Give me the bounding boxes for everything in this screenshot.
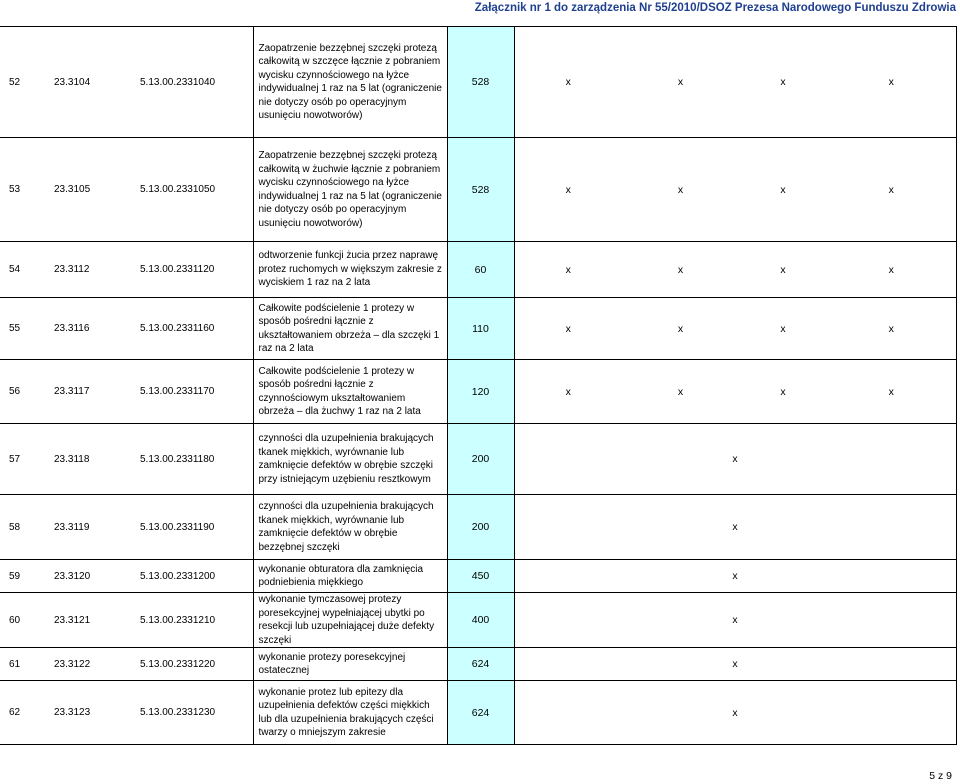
page-number: 5 z 9: [929, 770, 952, 782]
procedure-code: 23.3105: [48, 138, 134, 242]
x-mark: x: [514, 424, 956, 495]
row-number: 60: [0, 593, 48, 648]
x-mark: x: [514, 495, 956, 560]
service-code: 5.13.00.2331230: [134, 681, 253, 745]
x-mark: x: [514, 593, 956, 648]
points-value: 528: [447, 27, 514, 138]
x-mark: x: [622, 298, 739, 360]
procedure-description: odtworzenie funkcji żucia przez naprawę protez ruchomych w większym zakresie z wyciskiem 1 raz na 2 lata: [253, 242, 447, 298]
procedure-description: wykonanie tymczasowej protezy poresekcyjnej wypełniającej ubytki po resekcji lub uzupełniającej duże defekty szczęki: [253, 593, 447, 648]
procedure-description: Zaopatrzenie bezzębnej szczęki protezą całkowitą w żuchwie łącznie z pobraniem wycisku czynnościowego na łyżce indywidualnej 1 raz na 5 lat (ograniczenie nie dotyczy osób po operacyjnym usunięciu nowotworów): [253, 138, 447, 242]
points-value: 60: [447, 242, 514, 298]
row-number: 62: [0, 681, 48, 745]
x-mark: x: [739, 298, 827, 360]
procedure-description: wykonanie protez lub epitezy dla uzupełnienia defektów części miękkich lub dla uzupełnienia brakujących części twarzy o mniejszym zakresie: [253, 681, 447, 745]
x-mark: x: [514, 138, 622, 242]
row-number: 52: [0, 27, 48, 138]
x-mark: x: [514, 560, 956, 593]
service-code: 5.13.00.2331190: [134, 495, 253, 560]
procedure-code: 23.3120: [48, 560, 134, 593]
service-code: 5.13.00.2331050: [134, 138, 253, 242]
procedure-description: czynności dla uzupełnienia brakujących tkanek miękkich, wyrównanie lub zamknięcie defektów w obrębie bezzębnej szczęki: [253, 495, 447, 560]
row-number: 58: [0, 495, 48, 560]
x-mark: x: [514, 27, 622, 138]
x-mark: x: [739, 27, 827, 138]
procedure-code: 23.3117: [48, 360, 134, 424]
table-row: [0, 360, 956, 424]
x-mark: x: [514, 360, 622, 424]
row-number: 53: [0, 138, 48, 242]
row-number: 55: [0, 298, 48, 360]
x-mark: x: [514, 681, 956, 745]
service-code: 5.13.00.2331220: [134, 648, 253, 681]
row-number: 54: [0, 242, 48, 298]
procedure-code: 23.3116: [48, 298, 134, 360]
x-mark: x: [739, 360, 827, 424]
x-mark: x: [622, 27, 739, 138]
row-number: 56: [0, 360, 48, 424]
service-code: 5.13.00.2331120: [134, 242, 253, 298]
points-value: 200: [447, 495, 514, 560]
x-mark: x: [827, 138, 956, 242]
x-mark: x: [827, 360, 956, 424]
service-code: 5.13.00.2331040: [134, 27, 253, 138]
table-row: [0, 424, 956, 495]
table-row: [0, 495, 956, 560]
row-number: 57: [0, 424, 48, 495]
table-row: [0, 27, 956, 138]
x-mark: x: [739, 138, 827, 242]
x-mark: x: [827, 242, 956, 298]
points-value: 110: [447, 298, 514, 360]
x-mark: x: [514, 242, 622, 298]
attachment-header: Załącznik nr 1 do zarządzenia Nr 55/2010/DSOZ Prezesa Narodowego Funduszu Zdrowia: [474, 2, 956, 14]
table-row: [0, 560, 956, 593]
points-value: 624: [447, 681, 514, 745]
row-number: 61: [0, 648, 48, 681]
procedure-code: 23.3119: [48, 495, 134, 560]
service-code: 5.13.00.2331210: [134, 593, 253, 648]
table-row: [0, 298, 956, 360]
service-code: 5.13.00.2331200: [134, 560, 253, 593]
row-number: 59: [0, 560, 48, 593]
points-value: 450: [447, 560, 514, 593]
procedures-table: [0, 26, 957, 745]
service-code: 5.13.00.2331160: [134, 298, 253, 360]
procedure-description: czynności dla uzupełnienia brakujących tkanek miękkich, wyrównanie lub zamknięcie defektów w obrębie szczęki przy istniejącym uzębieniu resztkowym: [253, 424, 447, 495]
points-value: 200: [447, 424, 514, 495]
points-value: 528: [447, 138, 514, 242]
x-mark: x: [622, 360, 739, 424]
procedure-code: 23.3121: [48, 593, 134, 648]
procedure-description: wykonanie protezy poresekcyjnej ostatecznej: [253, 648, 447, 681]
procedure-description: Całkowite podścielenie 1 protezy w sposób pośredni łącznie z ukształtowaniem obrzeża – dla szczęki 1 raz na 2 lata: [253, 298, 447, 360]
points-value: 624: [447, 648, 514, 681]
procedure-code: 23.3118: [48, 424, 134, 495]
procedure-code: 23.3123: [48, 681, 134, 745]
x-mark: x: [622, 138, 739, 242]
table-row: [0, 648, 956, 681]
service-code: 5.13.00.2331170: [134, 360, 253, 424]
points-value: 400: [447, 593, 514, 648]
x-mark: x: [739, 242, 827, 298]
procedure-code: 23.3112: [48, 242, 134, 298]
table-row: [0, 242, 956, 298]
procedure-code: 23.3122: [48, 648, 134, 681]
x-mark: x: [622, 242, 739, 298]
points-value: 120: [447, 360, 514, 424]
x-mark: x: [827, 298, 956, 360]
procedure-description: Zaopatrzenie bezzębnej szczęki protezą całkowitą w szczęce łącznie z pobraniem wycisku czynnościowego na łyżce indywidualnej 1 raz na 5 lat (ograniczenie nie dotyczy osób po operacyjnym usunięciu nowotworów): [253, 27, 447, 138]
procedure-code: 23.3104: [48, 27, 134, 138]
x-mark: x: [514, 648, 956, 681]
table-row: [0, 138, 956, 242]
table-row: [0, 681, 956, 745]
procedure-description: Całkowite podścielenie 1 protezy w sposób pośredni łącznie z czynnościowym ukształtowaniem obrzeża – dla żuchwy 1 raz na 2 lata: [253, 360, 447, 424]
x-mark: x: [827, 27, 956, 138]
x-mark: x: [514, 298, 622, 360]
table-row: [0, 593, 956, 648]
service-code: 5.13.00.2331180: [134, 424, 253, 495]
procedure-description: wykonanie obturatora dla zamknięcia podniebienia miękkiego: [253, 560, 447, 593]
